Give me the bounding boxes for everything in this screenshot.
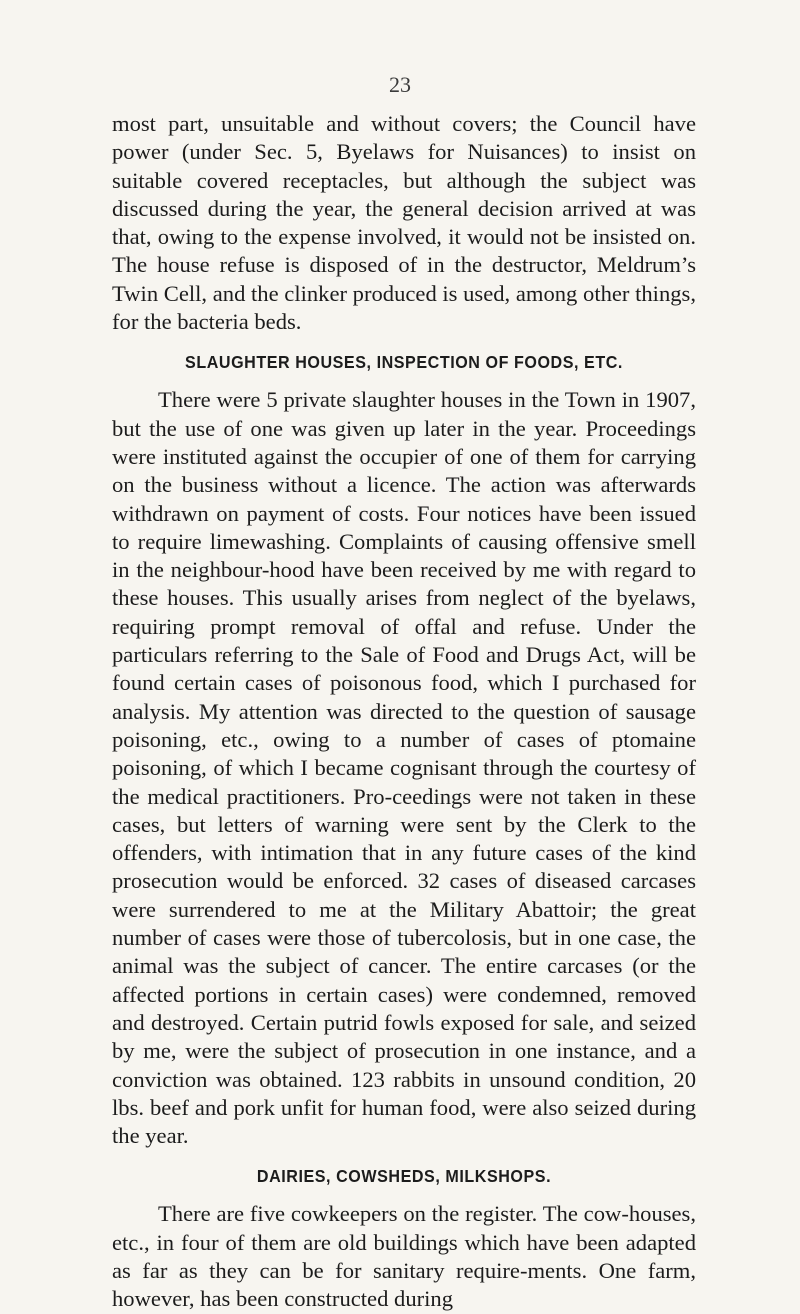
paragraph-dairies: There are five cowkeepers on the register. The cow-houses, etc., in four of them are old buildings which have been adapted as far as they can be for sanitary require-ments. One farm, however, has been constructed during — [112, 1201, 696, 1312]
heading-dairies: DAIRIES, COWSHEDS, MILKSHOPS. — [256, 1166, 552, 1187]
heading-slaughter-houses: SLAUGHTER HOUSES, INSPECTION OF FOODS, ETC. — [185, 352, 623, 373]
paragraph-slaughter-houses: There were 5 private slaughter houses in the Town in 1907, but the use of one was given up later in the year. Proceedings were instituted against the occupier of one of them for carrying on the business without a licence. The action was afterwards withdrawn on payment of costs. Four notices have been issued to require limewashing. Complaints of causing offensive smell in the neighbour-hood have been received by me with regard to these houses. This usually arises from neglect of the byelaws, requiring prompt removal of offal and refuse. Under the particulars referring to the Sale of Food and Drugs Act, will be found certain cases of poisonous food, which I purchased for analysis. My attention was directed to the question of sausage poisoning, etc., owing to a number of cases of ptomaine poisoning, of which I became cognisant through the courtesy of the medical practitioners. Pro-ceedings were not taken in these cases, but letters of warning were sent by the Clerk to the offenders, with intimation that in any future cases of the kind prosecution would be enforced. 32 cases of diseased carcases were surrendered to me at the Military Abattoir; the great number of cases were those of tubercolosis, but in one case, the animal was the subject of cancer. The entire carcases (or the affected portions in certain cases) were condemned, removed and destroyed. Certain putrid fowls exposed for sale, and seized by me, were the subject of prosecution in one instance, and a conviction was obtained. 123 rabbits in unsound condition, 20 lbs. beef and pork unfit for human food, were also seized during the year. — [112, 387, 696, 1149]
paragraph-refuse-disposal: most part, unsuitable and without covers; the Council have power (under Sec. 5, Byelaws for Nuisances) to insist on suitable covered receptacles, but although the subject was discussed during the year, the general decision arrived at was that, owing to the expense involved, it would not be insisted on. The house refuse is disposed of in the destructor, Meldrum’s Twin Cell, and the clinker produced is used, among other things, for the bacteria beds. — [112, 111, 696, 335]
page-body — [112, 110, 696, 1314]
page-number: 23 — [389, 72, 411, 97]
